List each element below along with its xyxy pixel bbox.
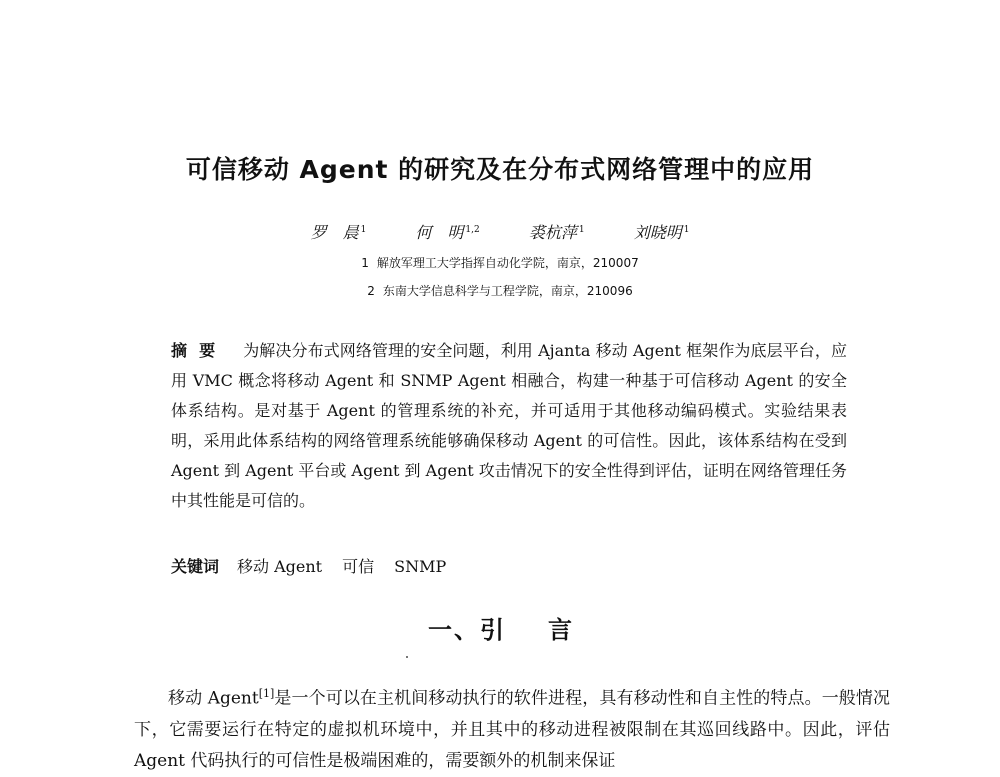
author-list [0, 220, 1000, 243]
author-name: 罗 晨 [310, 223, 359, 242]
author-affiliation-mark: 1 [360, 224, 367, 235]
affiliation-2 [0, 282, 1000, 299]
keyword: 可信 [342, 557, 375, 576]
keywords [171, 554, 847, 577]
section-title-part: 引 [480, 616, 504, 644]
author-affiliation-mark: 1 [683, 224, 690, 235]
affiliation-text: 解放军理工大学指挥自动化学院，南京，210007 [376, 256, 639, 270]
keyword: SNMP [394, 557, 447, 576]
author-4 [634, 220, 690, 243]
author-2 [415, 220, 479, 243]
affiliation-number: 1 [361, 256, 369, 270]
keywords-label: 关键词 [171, 557, 220, 576]
paper-title: 可信移动 Agent 的研究及在分布式网络管理中的应用 [185, 155, 815, 184]
body-text: 是一个可以在主机间移动执行的软件进程，具有移动性和自主性的特点。一般情况下，它需要运行在特定的虚拟机环境中，并且其中的移动进程被限制在其巡回线路中。因此，评估 Agent 代码执行的可信性是极端困难的，需要额外的机制来保证 [134, 688, 891, 771]
abstract-text: 为解决分布式网络管理的安全问题，利用 Ajanta 移动 Agent 框架作为底层平台，应用 VMC 概念将移动 Agent 和 SNMP Agent 相融合，构建一种基于可信移动 Agent 的安全体系结构。是对基于 Agent 的管理系统的补充，并可适用于其他移动编码模式。实验结果表明，采用此体系结构的网络管理系统能够确保移动 Agent 的可信性。因此，该体系结构在受到 Agent 到 Agent 平台或 Agent 到 Agent 攻击情况下的安全性得到评估，证明在网络管理任务中其性能是可信的。 [171, 341, 847, 510]
body-paragraph [134, 678, 890, 777]
author-name: 刘晓明 [633, 223, 682, 242]
affiliation-text: 东南大学信息科学与工程学院，南京，210096 [382, 284, 633, 298]
affiliation-1 [0, 254, 1000, 271]
keyword: 移动 Agent [237, 557, 323, 576]
citation-ref: [1] [258, 687, 275, 700]
affiliation-number: 2 [367, 284, 375, 298]
author-name: 何 明 [415, 223, 464, 242]
abstract [171, 336, 847, 516]
author-1 [311, 220, 367, 243]
abstract-label: 摘要 [171, 341, 228, 360]
section-number: 一、 [428, 616, 480, 644]
body-lead: 移动 Agent [168, 688, 259, 709]
section-heading-introduction [0, 610, 1000, 645]
author-name: 裘杭萍 [528, 223, 577, 242]
author-affiliation-mark: 1,2 [465, 224, 480, 235]
section-title-part: 言 [548, 616, 572, 644]
scan-speck [406, 656, 408, 658]
author-affiliation-mark: 1 [578, 224, 585, 235]
author-3 [529, 220, 585, 243]
